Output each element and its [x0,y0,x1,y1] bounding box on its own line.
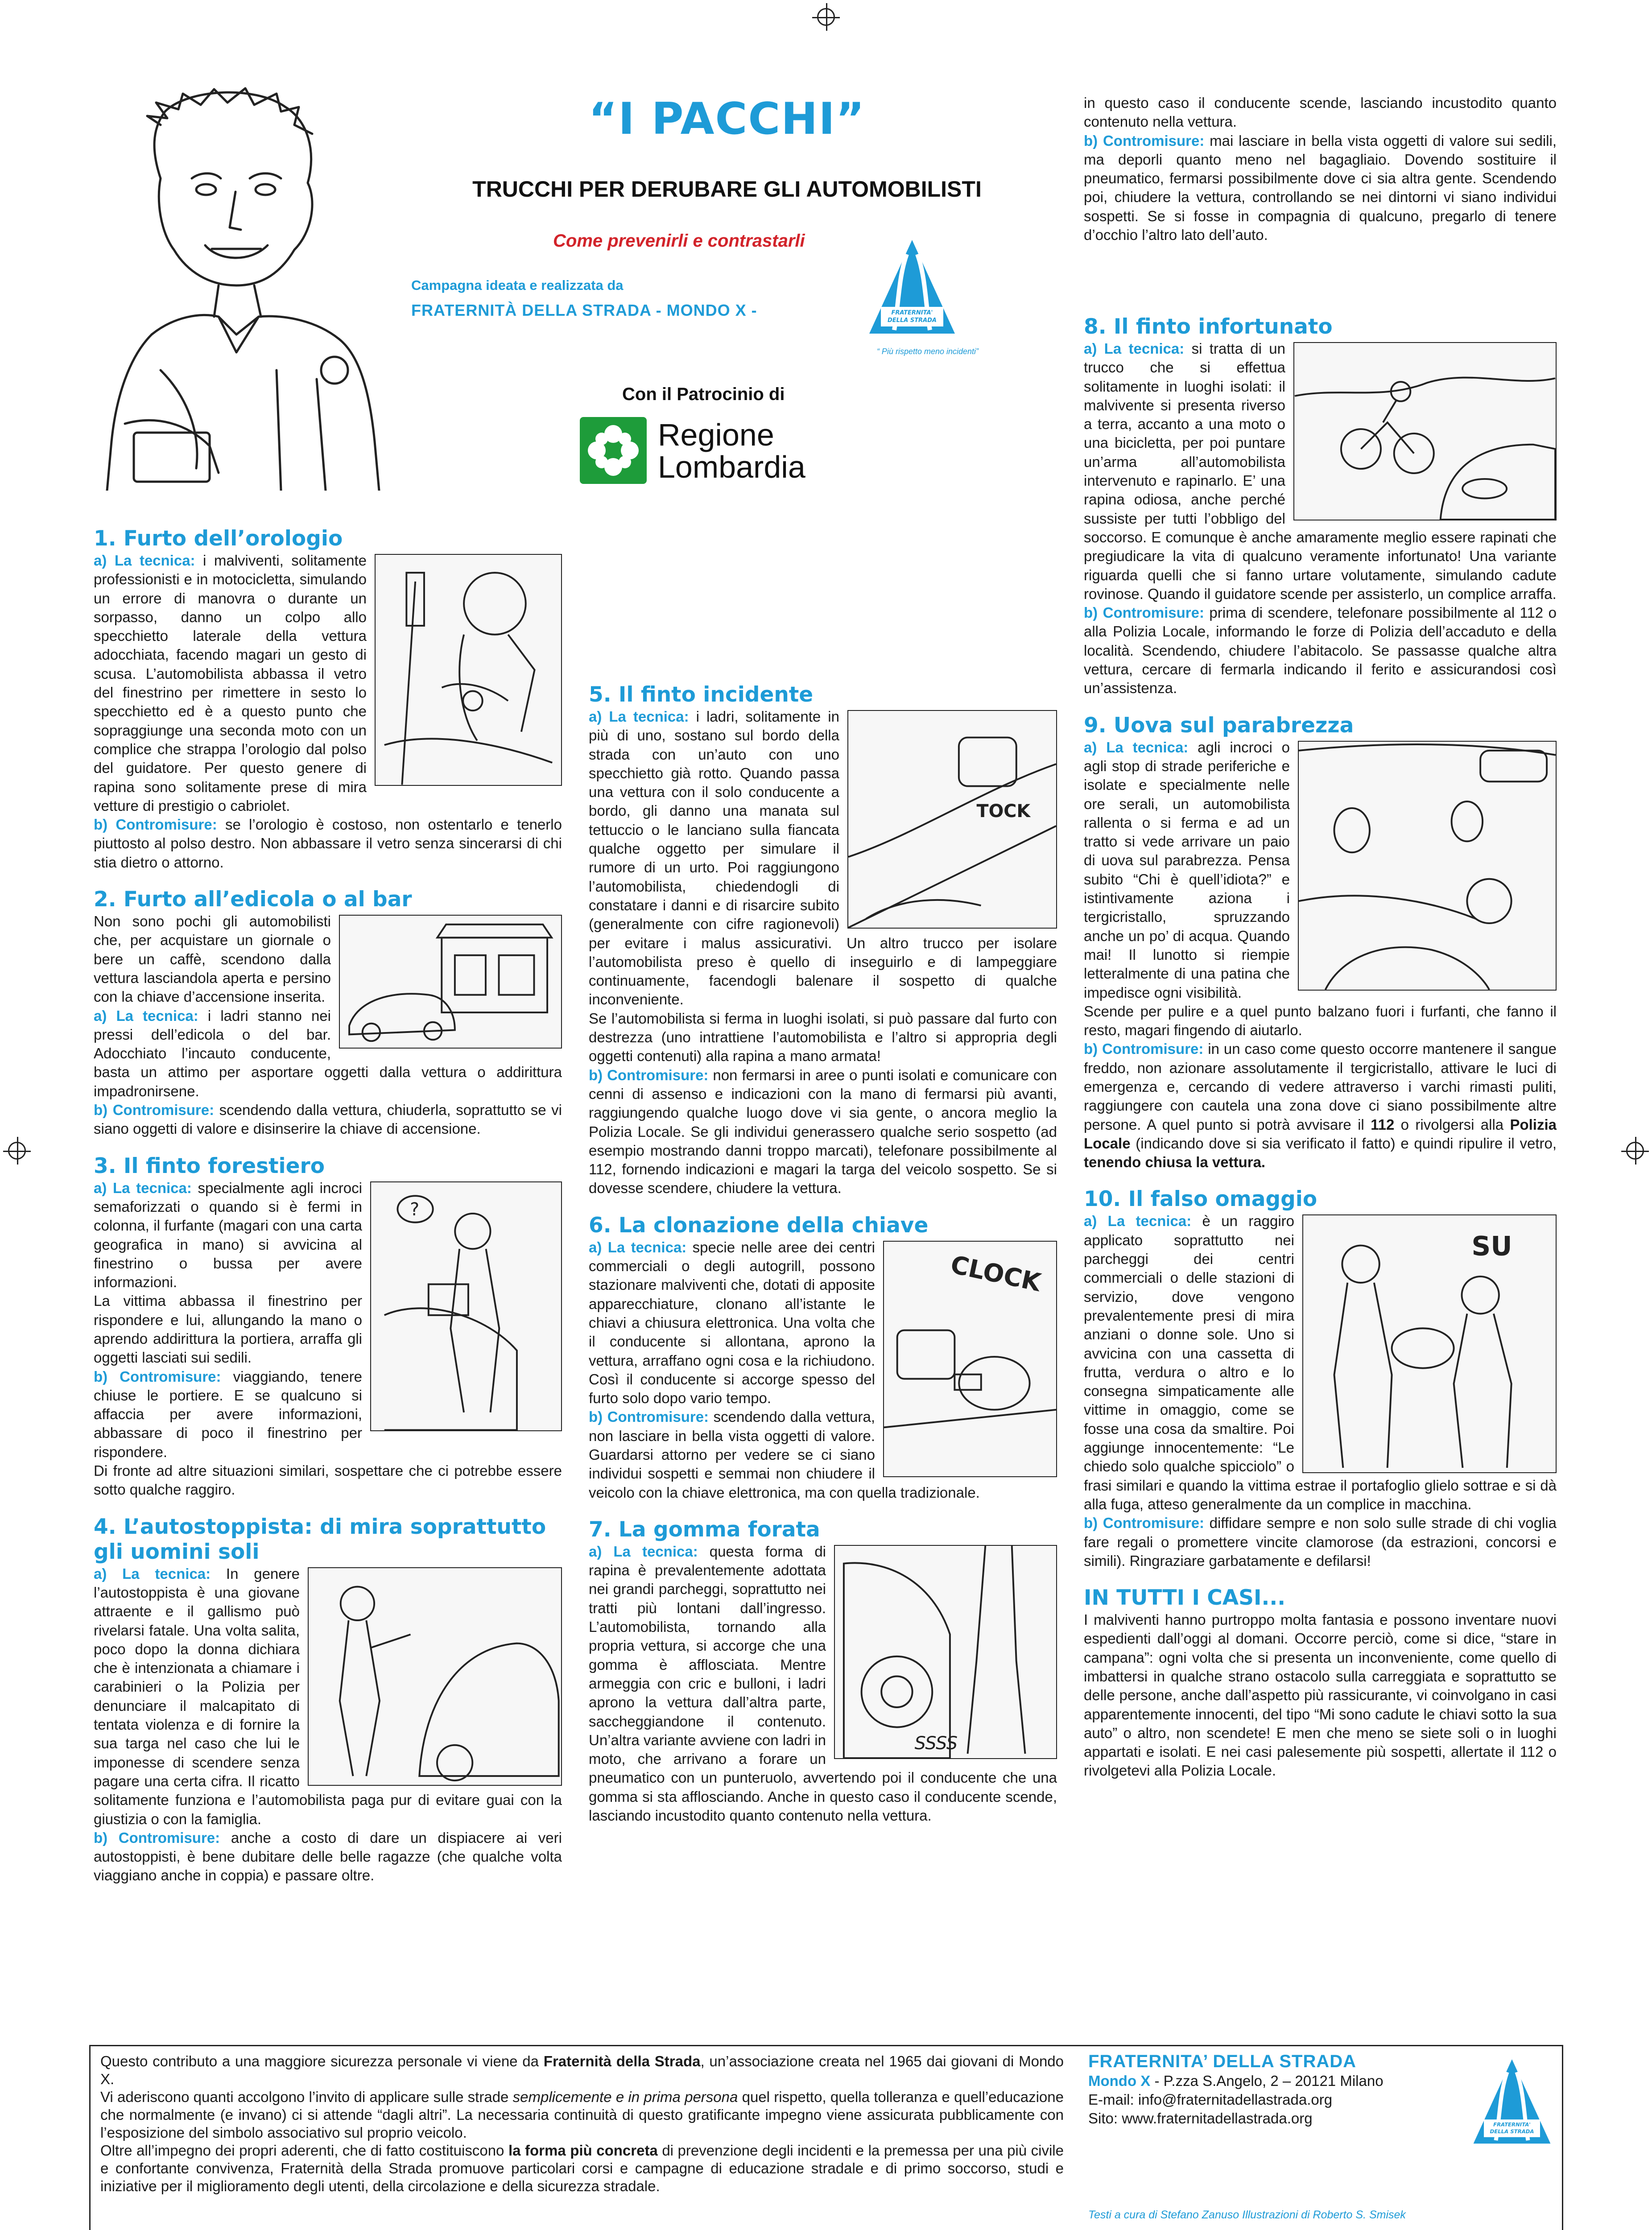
section-3-heading: 3. Il finto forestiero [94,1153,325,1178]
poster-subtitle: TRUCCHI PER DERUBARE GLI AUTOMOBILISTI [472,177,982,202]
section-5-counter-label: b) Contromisure: [589,1066,709,1083]
section-10-counter-label: b) Contromisure: [1084,1515,1205,1532]
svg-text:?: ? [410,1199,420,1220]
section-9-counter-bold-3: tenendo chiusa la vettura. [1084,1154,1266,1171]
section-3-counter-label: b) Contromisure: [94,1368,221,1385]
section-7-continued [1084,94,1557,244]
section-7-heading: 7. La gomma forata [589,1517,820,1542]
section-5-illustration [847,710,1057,929]
section-9-tech-text-2: Scende per pulire e a quel punto balzano fuori i furfanti, che fanno il resto, magari fingendo di aiutarlo. [1084,1003,1557,1039]
footer-credits: Testi a cura di Stefano Zanuso Illustrazioni di Roberto S. Smisek [1088,2209,1406,2221]
section-7-counter-label: b) Contromisure: [1084,132,1205,149]
footer-p2-c: quel rispetto, quella tolleranza e quell’educazione che normalmente (e invano) ci si attende “dagli altri”. La necessaria continuità di questo gratificante impegno viene assicurata pubblicamente con l’esposizione del simbolo associativo sul proprio veicolo. [100,2089,1064,2141]
section-2-illustration [339,915,562,1049]
footer-p1-b: Fraternità della Strada [543,2053,701,2069]
footer-p1-a: Questo contributo a una maggiore sicurezza personale vi viene da [100,2053,544,2069]
poster-title: “I PACCHI” [588,94,866,145]
section-3-tech-text: specialmente agli incroci semaforizzati o quando si è fermi in colonna, il furfante (magari con una carta geografica in mano) si avvicina al finestrino o bussa per avere informazioni. [94,1179,362,1291]
section-10-illustration [1302,1214,1557,1473]
section-9-counter-text: in un caso come questo occorre mantenere il sangue freddo, non azionare assolutamente il tergicristallo, attivare le luci di emergenza e, cercando di vedere attraverso i varchi rimasti puliti, raggiungere con cautela una zona dove ci siano possibilmente altre persone. A quel punto si potrà avvisare il [1084,1041,1557,1133]
section-5-heading: 5. Il finto incidente [589,682,814,707]
section-9-heading: 9. Uova sul parabrezza [1084,713,1354,738]
footer-website[interactable]: Sito: www.fraternitadellastrada.org [1088,2110,1313,2127]
section-4-tech-label: a) La tecnica: [94,1565,211,1582]
campaign-line-1: Campagna ideata e realizzata da [411,277,624,293]
section-2-tech-label: a) La tecnica: [94,1007,198,1024]
footer-address: - P.zza S.Angelo, 2 – 20121 Milano [1150,2073,1384,2089]
section-7-illustration [834,1545,1057,1759]
section-1-counter-label: b) Contromisure: [94,816,217,833]
section-8-counter-text: prima di scendere, telefonare possibilmente al 112 o alla Polizia Locale, informando le forze di Polizia dell’accaduto e della località. Scendendo, chiudere l’abitacolo. Se passasse qualche altra vettura, cercare di fermarla indicando il ferito e assicurandosi così un’assistenza. [1084,604,1557,697]
section-9 [1084,713,1557,1172]
section-7-tech-text: questa forma di rapina è prevalentemente adottata nei grandi parcheggi, soprattutto nei tratti più lontani dall’ingresso. L’automobilista, tornando alla propria vettura, si accorge che una gomma è afflosciata. Mentre armeggia con cric e bulloni, i ladri aprono la vettura dall’altra parte, saccheggiandone il contenuto. Un’altra variante avviene con ladri in moto, che arrivano a forare un pneumatico con un punteruolo, avvertendo poi il conducente che una gomma si sta afflosciando. Anche in questo caso il conducente scende, lasciando incustodito quanto contenuto nella vettura. [589,1543,1057,1824]
section-7-counter-text: mai lasciare in bella vista oggetti di valore sui sedili, ma deporli quanto meno nel bagagliaio. Dovendo sostituire il pneumatico, fermarsi possibilmente dove ci sia altra gente. Scendendo poi, chiudere la vettura, controllando se nei dintorni vi siano individui sospetti. Se si fosse in compagnia di qualcuno, pregarlo di tenere d’occhio l’altro lato dell’auto. [1084,132,1557,244]
section-6-tech-text: specie nelle aree dei centri commerciali o degli autogrill, possono stazionare malviventi che, dotati di apposite apparecchiature, clonano all’istante le chiavi a chiusura elettronica. Una volta che il conducente si allontana, aprono la vettura, arraffano ogni cosa e la richiudono. Così il conducente si accorge spesso del furto solo dopo vario tempo. [589,1239,875,1407]
section-6-heading: 6. La clonazione della chiave [589,1213,929,1238]
section-10-tech-text: è un raggiro applicato soprattutto nei parcheggi dei centri commerciali o delle stazioni di servizio, dove vengono prevalentemente presi di mira anziani o donne sole. Uno si avvicina con una cassetta di frutta, verdura o altro e lo consegna simpaticamente alle vittime in omaggio, come se fosse una cosa da smaltire. Poi aggiunge innocentemente: “Le chiedo solo qualche spicciolo” o frasi similari e quando la vittima estrae il portafoglio glielo sottrae e si dà alla fuga, atteso generalmente da un complice in macchina. [1084,1213,1557,1512]
section-5-tech-label: a) La tecnica: [589,708,689,725]
fraternita-motto: “ Più rispetto meno incidenti” [876,347,979,356]
section-1-tech-text: i malviventi, solitamente professionisti e in motocicletta, simulando un errore di manovra o durante un sorpasso, danno un colpo allo specchietto laterale della vettura adocchiata, facendo magari un gesto di scusa. L’automobilista abbassa il vetro del finestrino per rimettere in sesto lo specchietto ed è a questo punto che sopraggiunge una seconda moto con un complice che strappa l’orologio dal polso del guidatore. Per questo genere di rapina sono solitamente prese di mira vetture di prestigio o cabriolet. [94,552,367,814]
section-1 [94,526,562,872]
section-8-heading: 8. Il finto infortunato [1084,314,1333,339]
section-6-illustration [883,1241,1057,1477]
section-7 [589,1517,1057,1825]
footer-fraternita-logo [1472,2056,1552,2150]
lombardia-rose-icon [580,417,647,484]
section-9-tech-label: a) La tecnica: [1084,739,1189,756]
section-6-tech-label: a) La tecnica: [589,1239,687,1255]
section-4-illustration [308,1567,562,1786]
conclusion-heading: IN TUTTI I CASI... [1084,1586,1286,1611]
sponsor-name-line-2: Lombardia [658,450,805,484]
column-1 [94,526,562,1885]
section-4-tech-text: In genere l’autostoppista è una giovane attraente e il gallismo può rivelarsi fatale. Una volta salita, poco dopo la donna dichiara che è intenzionata a chiamare i carabinieri o la Polizia per denunciare il malcapitato di tentata violenza e di fornire la sua targa nel caso che lui le imponesse di scendere senza pagare una certa cifra. Il ricatto solitamente funziona e l’automobilista paga pur di evitare guai con la giustizia o con la famiglia. [94,1565,562,1827]
section-9-tech-text: agli incroci o agli stop di strade periferiche e isolate e specialmente nelle ore serali, un automobilista rallenta o si ferma e ad un tratto si vede arrivare un paio di uova sul parabrezza. Pensa subito “Chi è quell’idiota?” e istintivamente aziona i tergicristallo, spruzzando anche un po’ di acqua. Quando mai! Il lunotto si riempie letteralmente di una patina che impedisce ogni visibilità. [1084,739,1290,1001]
section-8-counter-label: b) Contromisure: [1084,604,1204,621]
patronage-label: Con il Patrocinio di [622,384,785,404]
section-8 [1084,314,1557,698]
section-9-counter-bold-1: 112 [1371,1116,1395,1133]
regione-lombardia-logo [580,417,830,491]
section-4-heading: 4. L’autostoppista: di mira soprattutto gli uomini soli [94,1514,546,1564]
section-8-tech-label: a) La tecnica: [1084,340,1185,357]
section-6-sound-text: CLOCK [948,1250,1044,1297]
section-3 [94,1154,562,1499]
section-9-counter-end: (indicando dove si sia verificato il fatto) e quindi ripulire il vetro, [1130,1135,1557,1152]
section-3-counter-text: viaggiando, tenere chiuse le portiere. E se qualcuno si affaccia per avere informazioni, abbassare di poco il finestrino per rispondere. [94,1368,362,1460]
section-2-tech-text: i ladri stanno nei pressi dell’edicola o del bar. Adocchiato l’incauto conducente, basta un attimo per asportare oggetti dalla vettura o addirittura impadronirsene. [94,1007,562,1099]
svg-text:DELLA STRADA: DELLA STRADA [888,317,937,324]
section-6 [589,1213,1057,1502]
campaign-line-2: FRATERNITÀ DELLA STRADA - MONDO X - [411,301,757,319]
section-10-sign-text: SU [1471,1231,1512,1262]
section-4 [94,1515,562,1885]
section-1-counter-text: se l’orologio è costoso, non ostentarlo e tenerlo piuttosto al polso destro. Non abbassare il vetro senza sincerarsi di chi stia dietro o attorno. [94,816,562,871]
footer-p3-a: Oltre all’impegno dei propri aderenti, che di fatto costituiscono [100,2142,508,2159]
section-3-tech-label: a) La tecnica: [94,1179,192,1196]
footer-p2-a: Vi aderiscono quanti accolgono l’invito di applicare sulle strade [100,2089,513,2105]
footer-p2-b: semplicemente e in prima persona [512,2089,738,2105]
section-5 [589,682,1057,1198]
section-8-tech-text: si tratta di un trucco che si effettua solitamente in luoghi isolati: il malvivente si presenta riverso a terra, accanto a una moto o una bicicletta, per poi puntare un’arma all’automobilista intervenuto e rapinarlo. E’ una rapina odiosa, anche perché sussiste per tutti l’obbligo del soccorso. E comunque è anche amaramente meglio essere rapinati che pregiudicare la vita di qualcuno veramente infortunato! Una variante riguarda quelli che si fanno urtare volutamente, simulando cadute rovinose. Quando il guidatore scende per assisterlo, un complice arraffa. [1084,340,1557,602]
section-8-illustration [1293,342,1557,520]
registration-mark-top [817,8,835,26]
registration-mark-left [8,1142,26,1160]
section-10-counter-text: diffidare sempre e non solo sulle strade di chi voglia fare regali o promettere vincite clamorose (da estrazioni, concorsi e simili). Ringraziare garbatamente e defilarsi! [1084,1515,1557,1569]
section-1-tech-label: a) La tecnica: [94,552,195,569]
section-9-counter-label: b) Contromisure: [1084,1041,1204,1057]
svg-text:FRATERNITA': FRATERNITA' [891,310,933,316]
section-6-counter-label: b) Contromisure: [589,1408,709,1425]
footer-p1-c: , un’associazione creata nel 1965 dai giovani di Mondo X. [100,2053,1064,2087]
sponsor-name-line-1: Regione [658,417,774,452]
registration-mark-right [1626,1142,1644,1160]
section-9-counter-bold-2: Polizia Locale [1084,1116,1557,1152]
section-2-counter-label: b) Contromisure: [94,1102,215,1119]
footer-org-name: FRATERNITA’ DELLA STRADA [1088,2052,1357,2071]
section-5-counter-text: non fermarsi in aree o punti isolati e comunicare con cenni di assenso e indicazioni con la mano di fermarsi più avanti, raggiungendo qualche luogo dove vi sia gente, o ancora meglio la Polizia Locale. Se gli individui generassero qualche serio sospetto (ad esempio mostrando danni troppo marcati), telefonare possibilmente al 112, fornendo indicazioni e magari la targa del veicolo sospetto. Se si dovesse scendere, chiudere la vettura. [589,1066,1057,1197]
poster-slogan: Come prevenirli e contrastarli [553,231,805,251]
section-1-illustration [375,554,562,786]
conclusion-text: I malviventi hanno purtroppo molta fantasia e possono inventare nuovi espedienti dall’oggi al domani. Occorre perciò, come si dice, “stare in campana”: ogni volta che si presenta un inconveniente, come quello di imbattersi in qualche strano ostacolo sulla carreggiata e soprattutto se delle persone, anche dall’aspetto più rassicurante, vi coinvolgano in casi apparentemente innocenti, del tipo “Mi sono cadute le chiavi sotto la sua auto” o altro, non scendete! E men che meno se siete soli o in luoghi appartati e isolati. E nei casi palesemente più sospetti, allertate il 112 o rivolgetevi alla Polizia Locale. [1084,1611,1557,1779]
section-4-counter-label: b) Contromisure: [94,1829,220,1846]
section-2-intro: Non sono pochi gli automobilisti che, per acquistare un giornale o bere un caffè, scendono dalla vettura lasciandola aperta e persino con la chiave d’accensione inserita. [94,913,331,1005]
header-portrait-illustration [85,85,406,491]
section-5-tech-text: i ladri, solitamente in più di uno, sostano sul bordo della strada con un’auto con uno specchietto già rotto. Quando passa una vettura con il solo conducente a bordo, gli danno una manata sul tettuccio o le lanciano sulla fiancata qualche oggetto per simulare il rumore di un urto. Poi raggiungono l’automobilista, chiedendogli di constatare i danni e di risarcire subito (generalmente con cifre ragionevoli) per evitare i malus assicurativi. Un altro trucco per isolare l’automobilista preso è quello di inseguirlo e di lampeggiare continuamente, facendogli balenare il sospetto di qualche inconveniente. [589,708,1057,1008]
section-9-counter-mid: o rivolgersi alla [1394,1116,1510,1133]
section-2 [94,887,562,1139]
footer-address-bold: Mondo X [1088,2073,1151,2089]
section-3-illustration [370,1181,562,1431]
footer-about [100,2052,1064,2195]
section-9-illustration [1298,741,1557,991]
section-7-tech-continued: in questo caso il conducente scende, lasciando incustodito quanto contenuto nella vettura. [1084,95,1557,130]
section-10-heading: 10. Il falso omaggio [1084,1187,1317,1212]
section-7-tech-label: a) La tecnica: [589,1543,698,1560]
section-2-heading: 2. Furto all’edicola o al bar [94,887,412,912]
footer-email[interactable]: E-mail: info@fraternitadellastrada.org [1088,2091,1333,2108]
footer-contacts [1088,2052,1490,2128]
section-3-tech-text-2: La vittima abbassa il finestrino per rispondere e lui, allungando la mano o aprendo addirittura la portiera, arraffa gli oggetti lasciati sui sedili. [94,1293,362,1366]
svg-text:FRATERNITA': FRATERNITA' [1493,2121,1531,2128]
section-5-sound-text: TOCK [976,801,1031,822]
svg-text:DELLA STRADA: DELLA STRADA [1490,2128,1534,2135]
section-10 [1084,1187,1557,1570]
section-10-tech-label: a) La tecnica: [1084,1213,1192,1230]
section-5-tech-text-2: Se l’automobilista si ferma in luoghi isolati, si può passare dal furto con destrezza (uno intrattiene l’automobilista e l’altro si appropria degli oggetti contenuti) alla rapina a mano armata! [589,1010,1057,1065]
column-3-main [1084,314,1557,1780]
section-6-counter-text: scendendo dalla vettura, non lasciare in bella vista oggetti di valore. Guardarsi attorno per vedere se ci siano individui sospetti e semmai non chiudere il veicolo con la chiave elettronica, ma con quella tradizionale. [589,1408,980,1501]
fraternita-logo [867,236,957,339]
section-4-counter-text: anche a costo di dare un dispiacere ai veri autostoppisti, è bene dubitare delle belle ragazze (che qualche volta viaggiano anche in coppia) e passare oltre. [94,1829,562,1884]
section-3-counter-text-2: Di fronte ad altre situazioni similari, sospettare che ci potrebbe essere sotto qualche raggiro. [94,1462,562,1498]
footer-p3-c: di prevenzione degli incidenti e la premessa per una più civile e confortante convivenza, Fraternità della Strada promuove particolari corsi e campagne di educazione stradale e di primo soccorso, studi e iniziative per il miglioramento degli utenti, della circolazione e della sicurezza stradale. [100,2142,1064,2194]
column-2 [589,682,1057,1825]
section-2-counter-text: scendendo dalla vettura, chiuderla, soprattutto se vi siano oggetti di valore e disinserire la chiave di accensione. [94,1102,562,1137]
section-1-heading: 1. Furto dell’orologio [94,526,343,551]
footer-p3-b: la forma più concreta [508,2142,658,2159]
conclusion [1084,1586,1557,1780]
section-7-sound-text: SSSS [914,1733,958,1754]
